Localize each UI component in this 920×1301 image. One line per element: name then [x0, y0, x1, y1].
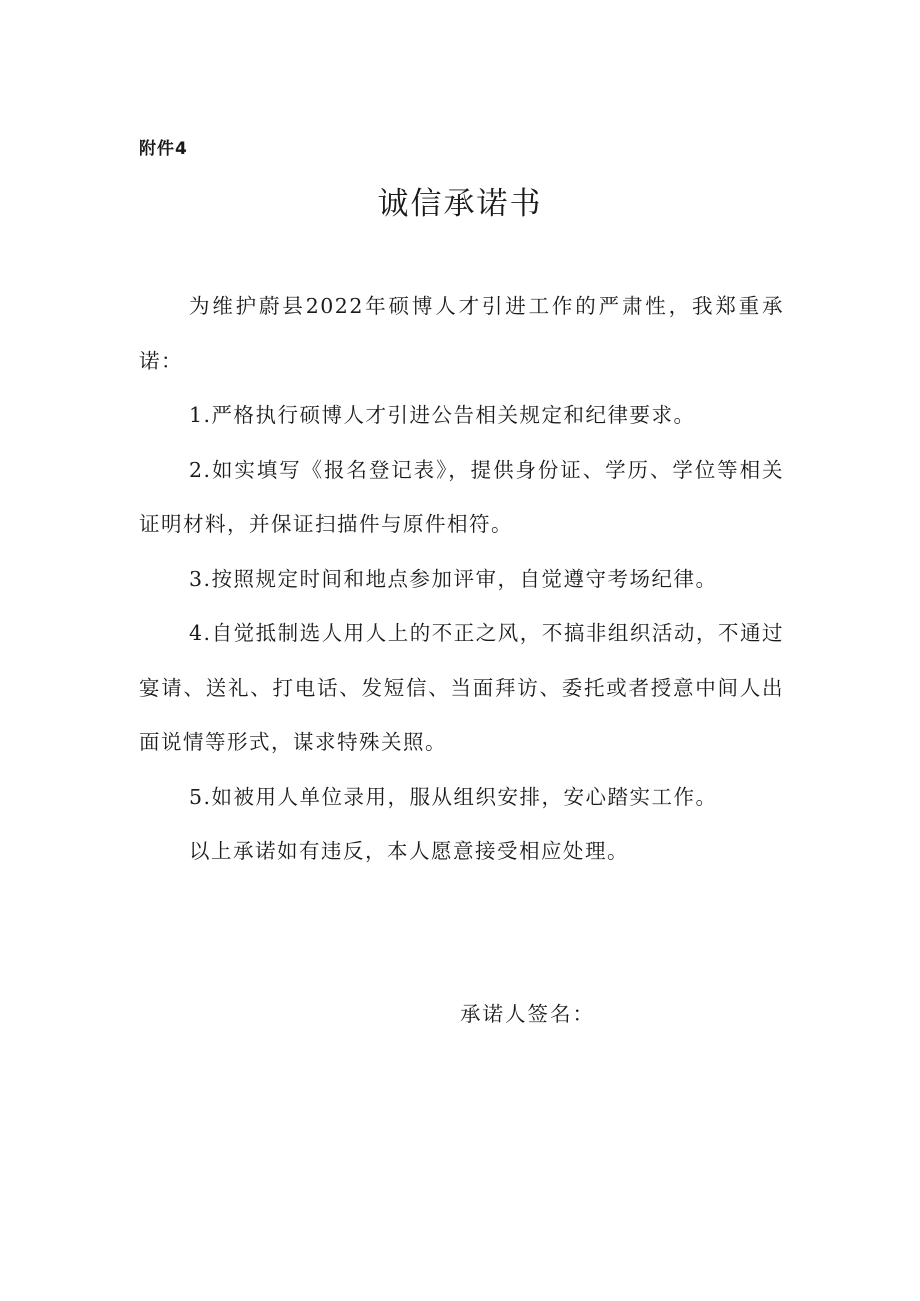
intro-paragraph: 为维护蔚县2022年硕博人才引进工作的严肃性，我郑重承诺： — [139, 294, 784, 373]
commitment-item-5: 5.如被用人单位录用，服从组织安排，安心踏实工作。 — [189, 784, 718, 809]
commitment-item-3: 3.按照规定时间和地点参加评审，自觉遵守考场纪律。 — [189, 566, 718, 591]
commitment-body — [139, 279, 784, 879]
attachment-label: 附件4 — [139, 139, 188, 159]
signature-label: 承诺人签名： — [460, 1002, 595, 1026]
commitment-item-2: 2.如实填写《报名登记表》，提供身份证、学历、学位等相关证明材料，并保证扫描件与原件相符。 — [139, 457, 784, 536]
document-title: 诚信承诺书 — [377, 186, 543, 222]
commitment-item-4: 4.自觉抵制选人用人上的不正之风，不搞非组织活动，不通过宴请、送礼、打电话、发短信、当面拜访、委托或者授意中间人出面说情等形式，谋求特殊关照。 — [139, 621, 784, 754]
closing-paragraph: 以上承诺如有违反，本人愿意接受相应处理。 — [189, 839, 629, 863]
commitment-item-1: 1.严格执行硕博人才引进公告相关规定和纪律要求。 — [189, 403, 696, 427]
